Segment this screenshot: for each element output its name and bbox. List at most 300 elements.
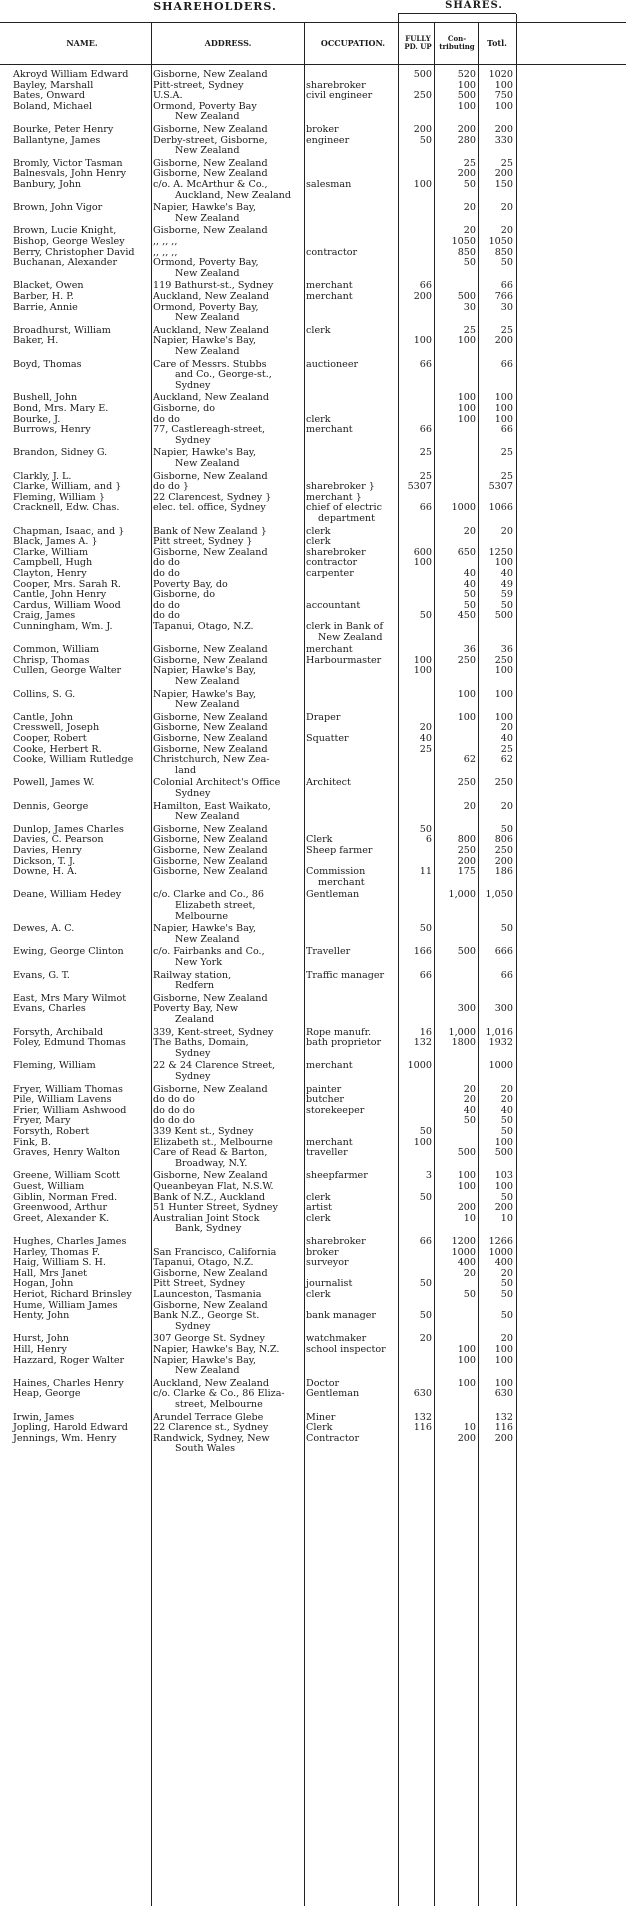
table-row <box>0 180 626 201</box>
shareholder-occupation <box>306 947 400 958</box>
table-row <box>0 601 626 612</box>
shares-contributing-line: 100 <box>457 403 476 414</box>
shareholder-name-line: Berry, Christopher David <box>13 246 135 258</box>
shareholder-name-line: Harley, Thomas F. <box>13 1246 101 1258</box>
shares-fully-paid <box>402 1279 432 1290</box>
shareholder-name-line: Collins, S. G. <box>13 688 76 700</box>
shares-contributing-line: 250 <box>457 654 476 666</box>
shares-total-line: 1000 <box>488 1060 513 1072</box>
shareholder-name-line: Chrisp, Thomas <box>13 654 90 666</box>
shareholder-name <box>13 755 151 766</box>
shareholder-address-line: 77, Castlereagh-street, <box>153 424 266 436</box>
shareholder-name-line: Clayton, Henry <box>13 568 87 579</box>
shareholder-address-line: San Francisco, California <box>153 1246 277 1258</box>
shares-contributing-line: 1800 <box>451 1037 476 1049</box>
shareholder-name-line: Hill, Henry <box>13 1344 67 1355</box>
shareholder-name-line: Clarke, William, and } <box>13 481 122 493</box>
shares-total-line: 36 <box>500 644 513 656</box>
shareholder-name-line: Fryer, William Thomas <box>13 1083 123 1095</box>
shareholder-occupation-line: painter <box>306 1083 342 1095</box>
shares-fully-paid <box>402 503 432 514</box>
shares-fully-paid-line: 100 <box>413 654 432 666</box>
shares-total-line: 50 <box>500 1115 513 1127</box>
shareholder-address <box>153 1148 303 1169</box>
shares-fully-paid-line: 100 <box>413 665 432 677</box>
shares-contributing-line: 50 <box>463 599 476 611</box>
shares-contributing-line: 100 <box>457 711 476 723</box>
shareholder-address <box>153 360 303 392</box>
table-row <box>0 1389 626 1410</box>
shareholder-occupation <box>306 846 400 857</box>
shareholder-address-line: Gisborne, New Zealand <box>153 470 268 482</box>
shares-fully-paid-line: 11 <box>419 866 432 878</box>
shares-total-line: 50 <box>500 257 513 269</box>
shareholder-address-line: New Zealand <box>175 675 240 687</box>
shares-total-line: 66 <box>500 280 513 292</box>
shareholder-address <box>153 890 303 922</box>
shareholder-occupation-line: Commission <box>306 866 366 878</box>
shares-fully-paid <box>402 558 432 569</box>
shares-total-line: 20 <box>500 1083 513 1095</box>
shareholder-address <box>153 666 303 687</box>
shares-fully-paid <box>402 360 432 371</box>
table-row <box>0 666 626 687</box>
shareholder-occupation-line: Harbourmaster <box>306 654 382 666</box>
shareholder-address-line: Gisborne, New Zealand <box>153 225 268 237</box>
shareholder-name-line: Fleming, William } <box>13 491 105 503</box>
shareholder-name <box>13 237 151 248</box>
shareholder-address-line: Gisborne, do <box>153 589 216 601</box>
shareholder-occupation-line: clerk <box>306 413 331 425</box>
shares-total-line: 50 <box>500 1310 513 1322</box>
shares-contributing-line: 62 <box>463 754 476 766</box>
shareholder-name <box>13 303 151 314</box>
shareholder-occupation <box>306 292 400 303</box>
shareholder-address <box>153 1389 303 1410</box>
shares-contributing <box>436 102 476 113</box>
shareholder-address-line: Gisborne, New Zealand <box>153 124 268 135</box>
shares-total-line: 200 <box>494 1432 513 1444</box>
shareholder-name-line: Boyd, Thomas <box>13 358 82 370</box>
shares-total <box>480 303 513 314</box>
shareholder-occupation-line: butcher <box>306 1094 344 1106</box>
shares-total-line: 50 <box>500 923 513 935</box>
shareholder-name-line: Bond, Mrs. Mary E. <box>13 403 109 414</box>
shares-total <box>480 1182 513 1193</box>
shareholder-occupation-line: Squatter <box>306 733 349 744</box>
shareholder-address-line: Launceston, Tasmania <box>153 1289 262 1300</box>
shares-contributing-line: 20 <box>463 202 476 214</box>
shareholder-name <box>13 1345 151 1356</box>
shares-fully-paid-line: 50 <box>419 1278 432 1290</box>
shareholder-name-line: Broadhurst, William <box>13 324 111 336</box>
shares-fully-paid-line: 132 <box>413 1037 432 1049</box>
shareholder-address <box>153 755 303 776</box>
shareholder-address-line: Napier, Hawke's Bay, <box>153 447 256 459</box>
shares-fully-paid-line: 5307 <box>407 481 432 493</box>
shareholder-address <box>153 778 303 799</box>
shareholder-occupation <box>306 1148 400 1159</box>
shares-total <box>480 778 513 789</box>
shareholder-address-line: 22 Clarencest, Sydney } <box>153 491 272 503</box>
table-row <box>0 303 626 324</box>
shareholder-name-line: Haines, Charles Henry <box>13 1377 124 1389</box>
shareholder-address-line: 307 George St. Sydney <box>153 1333 265 1345</box>
shares-total-line: 100 <box>494 1354 513 1366</box>
shareholder-address-line: 119 Bathurst-st., Sydney <box>153 280 274 292</box>
table-row <box>0 1106 626 1117</box>
shareholder-name-line: Bourke, Peter Henry <box>13 124 114 135</box>
shareholder-name-line: Deane, William Hedey <box>13 889 122 901</box>
shares-fully-paid <box>402 448 432 459</box>
shareholder-address-line: Gisborne, do <box>153 403 216 414</box>
shareholder-name-line: Brown, Lucie Knight, <box>13 225 117 237</box>
shareholder-name-line: Blacket, Owen <box>13 280 84 292</box>
shareholder-name-line: Cardus, William Wood <box>13 599 121 611</box>
shareholder-address <box>153 1345 303 1356</box>
shareholder-name-line: Cooper, Mrs. Sarah R. <box>13 578 121 590</box>
shareholder-name-line: Cooke, Herbert R. <box>13 743 102 755</box>
shareholder-name-line: Black, James A. } <box>13 536 98 548</box>
shareholder-address-line: Gisborne, New Zealand <box>153 546 268 558</box>
table-row <box>0 846 626 857</box>
shares-fully-paid-line: 100 <box>413 335 432 347</box>
shareholder-occupation <box>306 180 400 191</box>
shares-fully-paid <box>402 666 432 677</box>
shareholder-occupation <box>306 503 400 524</box>
shares-total-line: 5307 <box>488 481 513 493</box>
table-row <box>0 1182 626 1193</box>
shares-total-line: 25 <box>500 470 513 482</box>
shareholder-address-line: Derby-street, Gisborne, <box>153 134 268 146</box>
shareholder-name <box>13 1311 151 1322</box>
shares-contributing-line: 100 <box>457 100 476 112</box>
shareholder-address-line: Australian Joint Stock <box>153 1212 260 1224</box>
shares-fully-paid-line: 20 <box>419 722 432 734</box>
shares-contributing-line: 50 <box>463 589 476 601</box>
shares-contributing-line: 400 <box>457 1257 476 1269</box>
shares-total <box>480 569 513 580</box>
shareholder-name-line: Common, William <box>13 644 100 656</box>
shareholder-name-line: Ballantyne, James <box>13 134 101 146</box>
shareholder-address-line: Elizabeth street, <box>175 899 256 911</box>
shares-contributing <box>436 690 476 701</box>
table-row <box>0 91 626 102</box>
shares-total-line: 1000 <box>488 1246 513 1258</box>
shares-contributing-line: 100 <box>457 79 476 91</box>
shareholder-address <box>153 846 303 857</box>
shares-contributing <box>436 1214 476 1225</box>
shareholder-occupation <box>306 1061 400 1072</box>
table-row <box>0 1311 626 1332</box>
shareholder-address-line: Bank N.Z., George St. <box>153 1310 260 1322</box>
shareholder-address-line: Ormond, Poverty Bay <box>153 100 257 112</box>
shares-contributing <box>436 303 476 314</box>
shareholder-name-line: Greene, William Scott <box>13 1170 120 1182</box>
shares-fully-paid-line: 50 <box>419 1310 432 1322</box>
shareholder-occupation-line: Draper <box>306 711 341 723</box>
shares-contributing <box>436 203 476 214</box>
shares-fully-paid-line: 166 <box>413 946 432 958</box>
shareholder-occupation <box>306 867 400 888</box>
shares-contributing-line: 40 <box>463 1104 476 1116</box>
shareholder-address <box>153 70 303 81</box>
shareholder-address-line: Bank of N.Z., Auckland <box>153 1191 266 1203</box>
shareholder-occupation-line: sharebroker <box>306 546 366 558</box>
table-row <box>0 1127 626 1138</box>
shareholder-address-line: Gisborne, New Zealand <box>153 855 268 867</box>
shares-fully-paid-line: 66 <box>419 280 432 292</box>
shareholder-address-line: do do } <box>153 481 190 493</box>
shareholder-address <box>153 448 303 469</box>
shares-total <box>480 136 513 147</box>
shareholder-name <box>13 802 151 813</box>
shares-contributing <box>436 1434 476 1445</box>
shareholder-occupation <box>306 136 400 147</box>
shareholder-name-line: Heriot, Richard Brinsley <box>13 1289 132 1300</box>
shares-fully-paid-line: 25 <box>419 470 432 482</box>
shares-fully-paid <box>402 734 432 745</box>
shares-total <box>480 482 513 493</box>
shareholder-name-line: Brown, John Vigor <box>13 202 103 214</box>
shareholder-address <box>153 569 303 580</box>
shares-total-line: 50 <box>500 599 513 611</box>
shares-total-line: 20 <box>500 1333 513 1345</box>
shareholder-name <box>13 1182 151 1193</box>
shares-total-line: 766 <box>494 291 513 302</box>
shareholder-name-line: Clarkly, J. L. <box>13 470 72 482</box>
shareholder-address-line: ,, ,, ,, <box>153 246 178 258</box>
shares-total-line: 250 <box>494 777 513 789</box>
shareholder-occupation-line: merchant } <box>306 491 362 503</box>
shares-total-line: 25 <box>500 157 513 169</box>
shares-total-line: 150 <box>494 179 513 190</box>
shareholder-occupation-line: Clerk <box>306 834 333 846</box>
table-row <box>0 1356 626 1377</box>
shareholder-address-line: street, Melbourne <box>175 1398 263 1410</box>
shareholder-name-line: Balnesvals, John Henry <box>13 168 127 180</box>
shareholder-address-line: Napier, Hawke's Bay, <box>153 335 256 347</box>
shares-contributing-line: 40 <box>463 568 476 579</box>
shares-contributing-line: 500 <box>457 1147 476 1159</box>
shareholder-name-line: Bushell, John <box>13 392 78 404</box>
shares-total-line: 100 <box>494 665 513 677</box>
shareholder-address-line: do do <box>153 568 180 579</box>
shareholder-occupation-line: auctioneer <box>306 358 359 370</box>
shareholder-occupation-line: department <box>318 512 375 524</box>
shareholder-address-line: Elizabeth st., Melbourne <box>153 1136 273 1148</box>
shares-total-line: 1050 <box>488 236 513 247</box>
shares-fully-paid <box>402 1138 432 1149</box>
table-row <box>0 125 626 136</box>
shares-total-line: 66 <box>500 358 513 370</box>
shares-contributing <box>436 336 476 347</box>
shareholder-address <box>153 503 303 514</box>
shareholder-address <box>153 102 303 123</box>
shareholder-name <box>13 690 151 701</box>
shares-total <box>480 690 513 701</box>
shares-total <box>480 237 513 248</box>
shareholder-address-line: do do <box>153 413 180 425</box>
shareholder-address-line: c/o. A. McArthur & Co., <box>153 179 268 190</box>
shareholder-address <box>153 203 303 224</box>
shares-fully-paid <box>402 136 432 147</box>
shareholder-occupation <box>306 425 400 436</box>
shareholder-name-line: Evans, G. T. <box>13 969 70 981</box>
shareholder-address-line: and Co., George-st., <box>175 369 272 381</box>
shareholder-occupation-line: merchant <box>306 1060 353 1072</box>
shareholder-address-line: Gisborne, New Zealand <box>153 866 268 878</box>
shares-contributing <box>436 867 476 878</box>
shares-contributing-line: 20 <box>463 800 476 812</box>
table-row <box>0 690 626 711</box>
shareholder-address-line: Care of Messrs. Stubbs <box>153 358 267 370</box>
shareholder-address <box>153 690 303 711</box>
shareholder-address-line: Hamilton, East Waikato, <box>153 800 271 812</box>
shareholder-name <box>13 1127 151 1138</box>
table-row <box>0 924 626 945</box>
shareholder-occupation-line: merchant <box>306 291 353 302</box>
shares-contributing <box>436 778 476 789</box>
shares-total-line: 500 <box>494 1147 513 1159</box>
shares-contributing <box>436 548 476 559</box>
shareholder-name-line: Guest, William <box>13 1181 85 1192</box>
shareholder-address <box>153 1004 303 1025</box>
shares-contributing-line: 450 <box>457 610 476 622</box>
shareholder-name-line: Bayley, Marshall <box>13 79 94 91</box>
shareholder-name <box>13 136 151 147</box>
shares-fully-paid <box>402 425 432 436</box>
shareholder-address <box>153 125 303 136</box>
shares-contributing <box>436 755 476 766</box>
column-header-contributing: Con- tributing <box>439 34 475 51</box>
shares-total-line: 100 <box>494 1377 513 1389</box>
table-row <box>0 1004 626 1025</box>
shares-contributing-line: 1,000 <box>448 889 476 901</box>
shareholder-occupation-line: engineer <box>306 134 350 146</box>
shares-contributing-line: 36 <box>463 644 476 656</box>
shareholder-name-line: Dunlop, James Charles <box>13 823 124 835</box>
shareholder-name-line: Forsyth, Archibald <box>13 1026 104 1038</box>
shares-contributing <box>436 1182 476 1193</box>
shareholder-address-line: New Zealand <box>175 111 240 123</box>
shareholder-occupation-line: Clerk <box>306 1422 333 1434</box>
shares-contributing-line: 100 <box>457 413 476 425</box>
shareholder-name-line: Frier, William Ashwood <box>13 1104 127 1116</box>
table-row <box>0 1171 626 1182</box>
shareholder-name-line: Dickson, T. J. <box>13 855 76 867</box>
shareholder-address-line: Ormond, Poverty Bay, <box>153 301 259 313</box>
shareholder-name-line: Bates, Onward <box>13 90 86 102</box>
shares-fully-paid <box>402 292 432 303</box>
shares-fully-paid-line: 100 <box>413 179 432 190</box>
shareholder-address-line: Gisborne, New Zealand <box>153 157 268 169</box>
shares-total <box>480 1061 513 1072</box>
table-row <box>0 336 626 357</box>
shares-total-line: 666 <box>494 946 513 958</box>
shares-contributing-line: 100 <box>457 1170 476 1182</box>
shareholder-occupation-line: contractor <box>306 246 358 258</box>
shareholder-name-line: Bishop, George Wesley <box>13 236 125 247</box>
shares-contributing <box>436 527 476 538</box>
shares-fully-paid-line: 20 <box>419 1333 432 1345</box>
shareholder-address-line: Christchurch, New Zea- <box>153 754 270 766</box>
shares-fully-paid-line: 66 <box>419 424 432 436</box>
shares-total-line: 100 <box>494 392 513 404</box>
shareholder-name-line: Heap, George <box>13 1388 81 1400</box>
shareholder-occupation-line: Gentleman <box>306 889 360 901</box>
shareholder-address-line: Gisborne, New Zealand <box>153 722 268 734</box>
shareholder-occupation-line: school inspector <box>306 1344 386 1355</box>
shareholder-name-line: Akroyd William Edward <box>13 69 129 80</box>
shares-fully-paid-line: 50 <box>419 134 432 146</box>
shareholder-name-line: Clarke, William <box>13 546 89 558</box>
shareholder-address-line: New Zealand <box>175 1365 240 1377</box>
shareholder-address-line: do do do <box>153 1104 195 1116</box>
shares-total-line: 500 <box>494 610 513 622</box>
shareholder-name <box>13 924 151 935</box>
shareholder-name-line: Irwin, James <box>13 1411 75 1423</box>
table-row <box>0 203 626 224</box>
shareholder-occupation-line: broker <box>306 1246 339 1258</box>
shares-total <box>480 336 513 347</box>
shareholder-occupation-line: sharebroker } <box>306 481 375 493</box>
shares-total-line: 630 <box>494 1388 513 1400</box>
shareholder-occupation <box>306 890 400 901</box>
shares-total <box>480 1356 513 1367</box>
shares-total-line: 20 <box>500 225 513 237</box>
shareholder-address-line: Arundel Terrace Glebe <box>153 1411 264 1423</box>
shareholder-name-line: Baker, H. <box>13 335 59 347</box>
shares-contributing-line: 100 <box>457 688 476 700</box>
shares-title: SHARES. <box>445 0 503 11</box>
table-row <box>0 1116 626 1127</box>
shareholder-address-line: Randwick, Sydney, New <box>153 1432 270 1444</box>
shareholder-address-line: Poverty Bay, New <box>153 1003 239 1015</box>
shares-fully-paid <box>402 611 432 622</box>
shares-total <box>480 924 513 935</box>
shares-contributing <box>436 1269 476 1280</box>
shareholder-occupation-line: artist <box>306 1202 333 1214</box>
shareholder-occupation <box>306 971 400 982</box>
shareholder-name <box>13 1038 151 1049</box>
shares-fully-paid <box>402 1389 432 1400</box>
shareholder-name-line: Cooke, William Rutledge <box>13 754 134 766</box>
shares-fully-paid-line: 6 <box>425 834 432 846</box>
table-row <box>0 70 626 81</box>
shares-total-line: 100 <box>494 1344 513 1355</box>
table-row <box>0 994 626 1005</box>
shareholder-name-line: Barrie, Annie <box>13 301 78 313</box>
shareholder-name-line: Burrows, Henry <box>13 424 91 436</box>
shareholder-occupation <box>306 360 400 371</box>
shares-contributing-line: 50 <box>463 179 476 190</box>
shareholder-address-line: do do <box>153 557 180 569</box>
shareholder-name <box>13 125 151 136</box>
shares-contributing <box>436 890 476 901</box>
shares-fully-paid-line: 600 <box>413 546 432 558</box>
table-row <box>0 292 626 303</box>
shares-contributing-line: 250 <box>457 777 476 789</box>
shareholder-name-line: Forsyth, Robert <box>13 1126 90 1137</box>
shares-contributing-line: 280 <box>457 134 476 146</box>
shareholder-name-line: Banbury, John <box>13 179 82 190</box>
shares-total <box>480 1345 513 1356</box>
shareholder-occupation-line: clerk <box>306 525 331 537</box>
shareholder-address-line: Gisborne, New Zealand <box>153 1299 268 1311</box>
shareholder-occupation-line: Sheep farmer <box>306 845 373 856</box>
shareholder-address-line: Napier, Hawke's Bay, <box>153 665 256 677</box>
